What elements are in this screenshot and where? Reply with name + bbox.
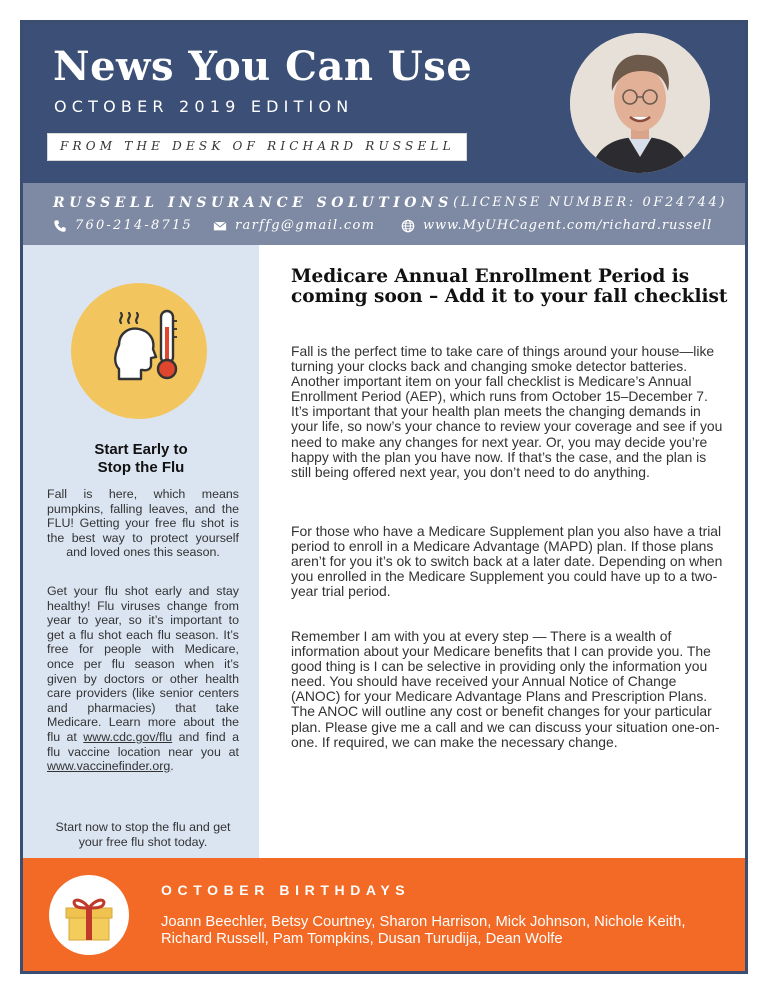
sidebar-paragraph-2-end: .	[170, 759, 174, 774]
gift-badge	[49, 875, 129, 955]
vaccinefinder-link[interactable]: www.vaccinefinder.org	[47, 759, 171, 774]
birthdays-title: OCTOBER BIRTHDAYS	[161, 882, 411, 898]
sidebar-paragraph-2	[47, 584, 239, 774]
gift-icon	[49, 875, 129, 955]
header	[23, 23, 745, 183]
license-number: (LICENSE NUMBER: 0F24744)	[453, 195, 727, 210]
desk-banner	[47, 133, 467, 161]
envelope-icon	[213, 219, 227, 233]
cdc-flu-link[interactable]: www.cdc.gov/flu	[83, 729, 173, 744]
sidebar-title	[23, 441, 259, 477]
sidebar-paragraph-1: Fall is here, which means pumpkins, falling leaves, and the FLU! Getting your free flu shot is the best way to protect yourself and loved ones this season.	[47, 487, 239, 560]
globe-icon	[401, 219, 415, 233]
sidebar-paragraph-2-text: Get your flu shot early and stay healthy! Flu viruses change from year to year, so it’s important to get a flu shot each flu season. It’s free for people with Medicare, once per flu season when it’s given by doctors or other health care providers (like senior centers and pharmacies) that take Medicare. Learn more about the flu at	[47, 584, 239, 744]
sidebar-title-line2: Stop the Flu	[97, 459, 185, 476]
newsletter-title: News You Can Use	[53, 43, 473, 90]
sidebar-title-line1: Start Early to	[94, 441, 188, 458]
website-url: www.MyUHCagent.com/richard.russell	[423, 218, 713, 233]
article-paragraph-2: For those who have a Medicare Supplement plan you also have a trial period to enroll in a Medicare Advantage (MAPD) plan. If those plans aren’t for you it’s ok to switch back at a later date. Depending on when you enrolled in the Medicare Supplement you could have up to a two-year trial period.	[291, 523, 723, 600]
sidebar-paragraph-2-mid: and find a flu vaccine location near you at	[47, 729, 239, 759]
person-portrait-icon	[570, 33, 710, 173]
flu-sidebar	[23, 245, 259, 858]
company-name: RUSSELL INSURANCE SOLUTIONS	[53, 195, 453, 211]
newsletter-page	[20, 20, 748, 974]
edition-label: OCTOBER 2019 EDITION	[54, 97, 354, 116]
email-contact[interactable]	[213, 218, 375, 233]
phone-icon	[53, 219, 67, 233]
birthdays-footer	[23, 858, 745, 971]
phone-contact[interactable]	[53, 218, 193, 233]
website-contact[interactable]	[401, 218, 712, 233]
phone-number: 760-214-8715	[75, 218, 193, 233]
birthday-names: Joann Beechler, Betsy Courtney, Sharon Harrison, Mick Johnson, Nichole Keith, Richard Russell, Pam Tompkins, Dusan Turudija, Dean Wolfe	[161, 914, 686, 947]
sidebar-paragraph-3: Start now to stop the flu and get your free flu shot today.	[55, 820, 231, 849]
desk-text: FROM THE DESK OF RICHARD RUSSELL	[60, 139, 455, 153]
flu-illustration	[71, 283, 207, 419]
main-article	[259, 245, 745, 858]
fever-thermometer-icon	[71, 283, 207, 419]
author-photo	[570, 33, 710, 173]
article-paragraph-1: Fall is the perfect time to take care of things around your house—like turning your clocks back and changing smoke detector batteries. Another important item on your fall checklist is Medicare’s Annual Enrollment Period (AEP), which runs from October 15–December 7. It’s important that your health plan meets the changing demands in your life, so now’s your chance to review your coverage and see if you need to make any changes for next year. Or, you may decide you’re happy with the plan you have now. If that’s the case, and the plan is still being offered next year, you don’t need to do anything.	[291, 343, 723, 480]
contact-row	[53, 218, 729, 238]
email-address: rarffg@gmail.com	[235, 218, 376, 233]
article-paragraph-3: Remember I am with you at every step — There is a wealth of information about your Medicare benefits that I can provide you. The good thing is I can be selective in providing only the information you need. You should have received your Annual Notice of Change (ANOC) for your Medicare Advantage Plans and Prescription Plans. The ANOC will outline any cost or benefit changes for your particular plan. Please give me a call and we can discuss your situation one-on-one. If required, we can make the necessary change.	[291, 628, 720, 750]
contact-bar	[23, 183, 745, 245]
article-title: Medicare Annual Enrollment Period is coming soon – Add it to your fall checklist	[291, 266, 728, 307]
